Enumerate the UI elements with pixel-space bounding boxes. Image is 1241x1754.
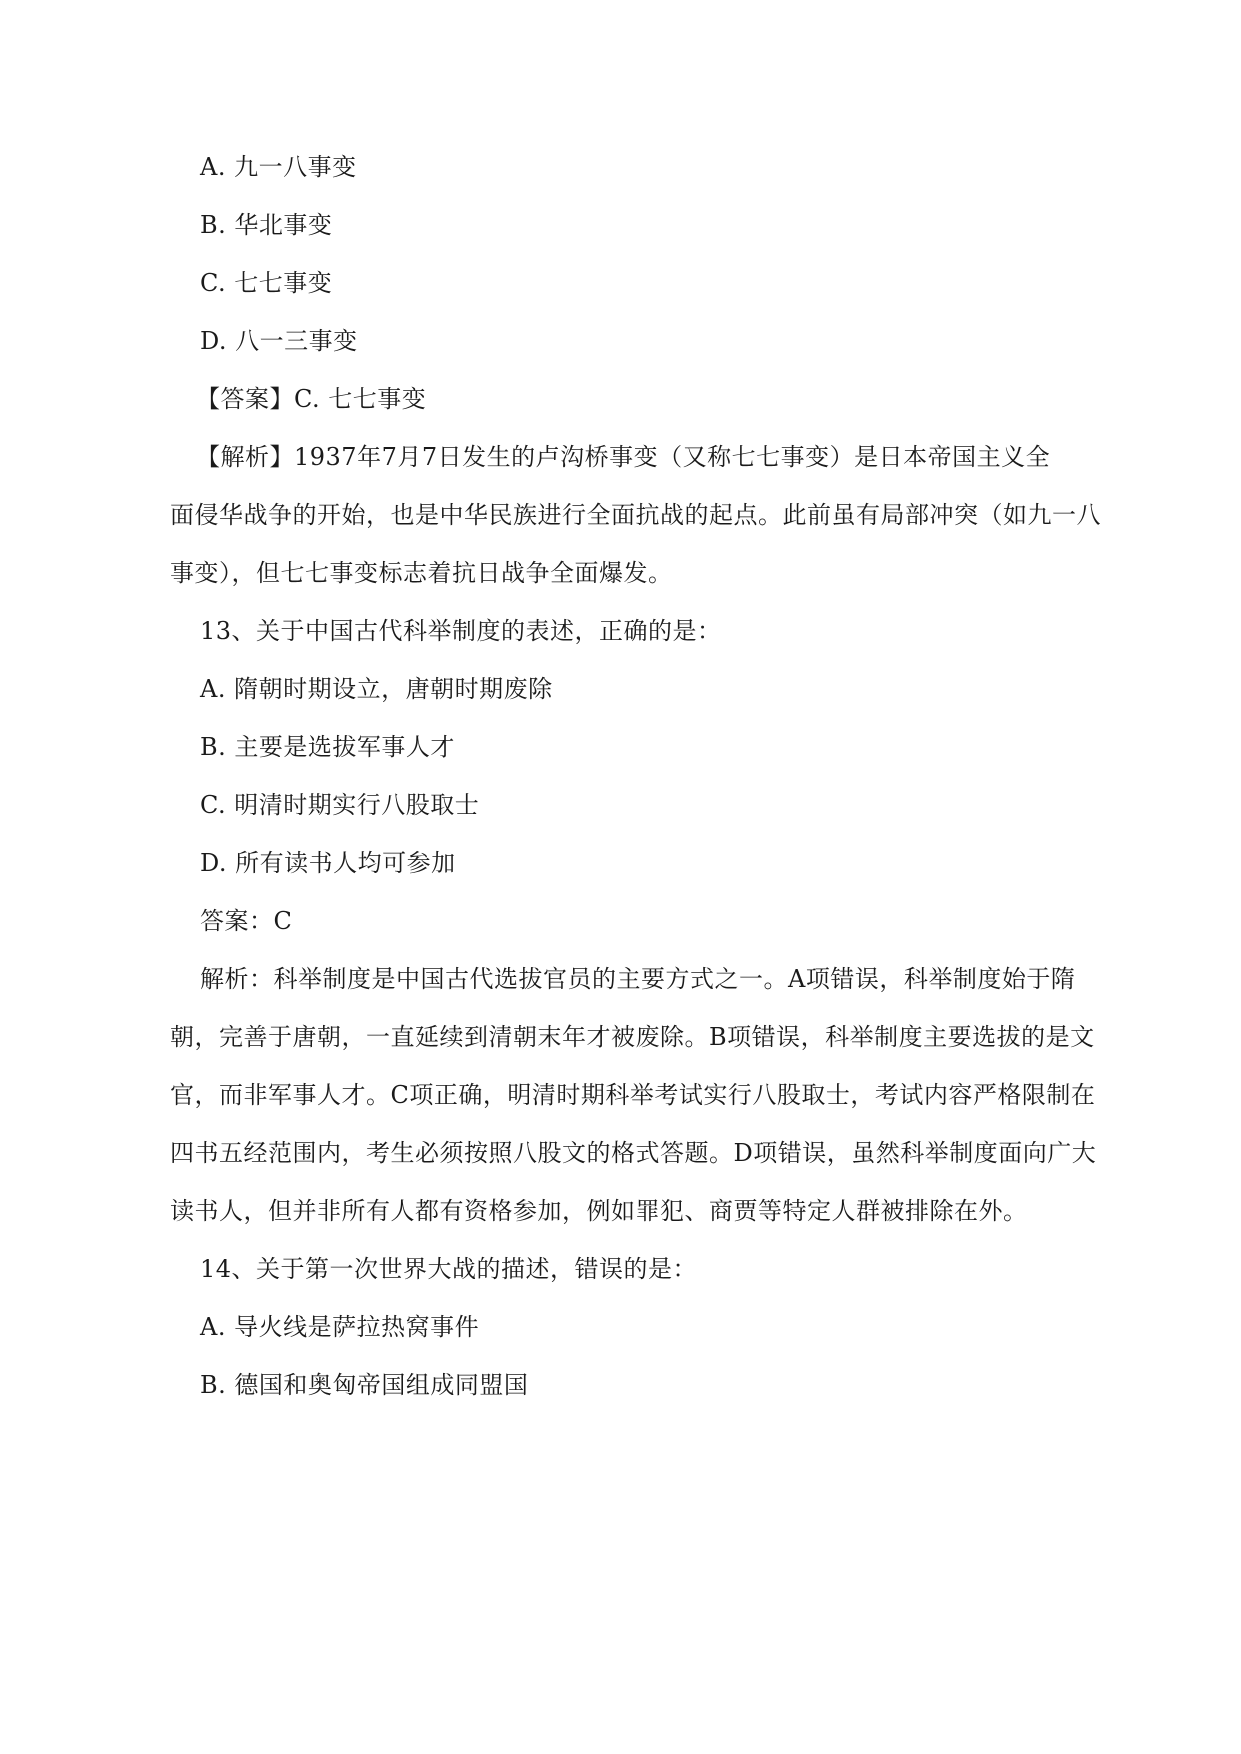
q13-option-b: B. 主要是选拔军事人才 bbox=[200, 733, 455, 761]
q13-analysis-line-4: 四书五经范围内，考生必须按照八股文的格式答题。D项错误，虽然科举制度面向广大 bbox=[170, 1139, 1097, 1167]
q13-answer: 答案：C bbox=[200, 907, 293, 935]
q14-option-a: A. 导火线是萨拉热窝事件 bbox=[200, 1313, 480, 1341]
q13-analysis-line-3: 官，而非军事人才。C项正确，明清时期科举考试实行八股取士，考试内容严格限制在 bbox=[170, 1081, 1096, 1109]
q12-option-a: A. 九一八事变 bbox=[200, 153, 357, 181]
q12-option-d: D. 八一三事变 bbox=[200, 327, 358, 355]
q13-question: 13、关于中国古代科举制度的表述，正确的是： bbox=[200, 617, 722, 645]
q14-question: 14、关于第一次世界大战的描述，错误的是： bbox=[200, 1255, 698, 1283]
q12-option-b: B. 华北事变 bbox=[200, 211, 333, 239]
q13-analysis-line-5: 读书人，但并非所有人都有资格参加，例如罪犯、商贾等特定人群被排除在外。 bbox=[170, 1197, 1028, 1225]
q13-option-a: A. 隋朝时期设立，唐朝时期废除 bbox=[200, 675, 553, 703]
q13-analysis-line-1: 解析：科举制度是中国古代选拔官员的主要方式之一。A项错误，科举制度始于隋 bbox=[200, 965, 1076, 993]
q12-analysis-line-3: 事变），但七七事变标志着抗日战争全面爆发。 bbox=[170, 559, 673, 587]
q12-analysis-line-2: 面侵华战争的开始，也是中华民族进行全面抗战的起点。此前虽有局部冲突（如九一八 bbox=[170, 501, 1101, 529]
q12-answer: 【答案】C. 七七事变 bbox=[196, 385, 427, 413]
q14-option-b: B. 德国和奥匈帝国组成同盟国 bbox=[200, 1371, 529, 1399]
q12-analysis-line-1: 【解析】1937年7月7日发生的卢沟桥事变（又称七七事变）是日本帝国主义全 bbox=[196, 443, 1051, 471]
q13-analysis-line-2: 朝，完善于唐朝，一直延续到清朝末年才被废除。B项错误，科举制度主要选拔的是文 bbox=[170, 1023, 1095, 1051]
q13-option-c: C. 明清时期实行八股取士 bbox=[200, 791, 480, 819]
q12-option-c: C. 七七事变 bbox=[200, 269, 333, 297]
q13-option-d: D. 所有读书人均可参加 bbox=[200, 849, 456, 877]
